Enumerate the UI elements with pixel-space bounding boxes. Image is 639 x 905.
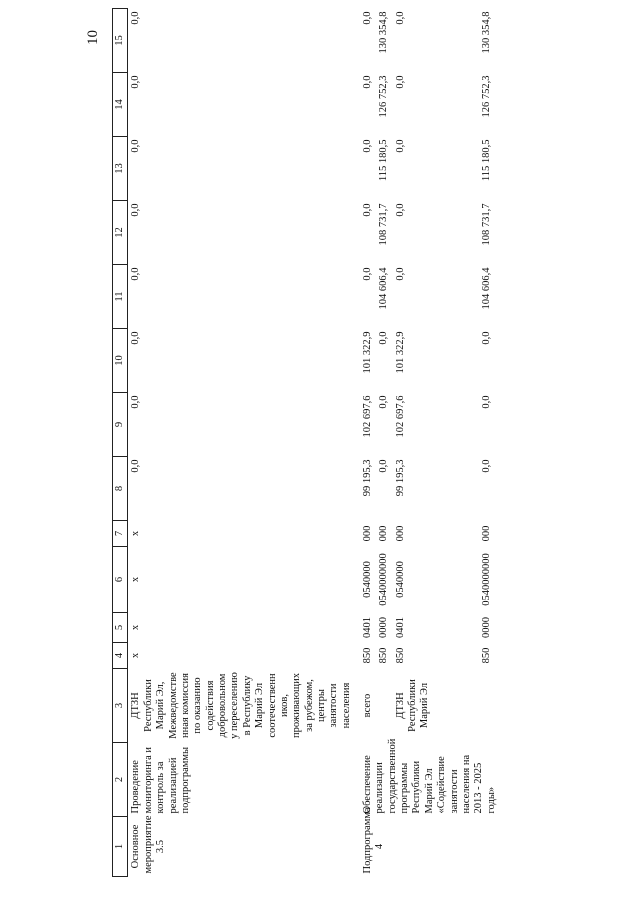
cell-value: 0,0 (130, 203, 142, 217)
col-header: 14 (113, 73, 128, 137)
cell-name: Обеспечение реализации государственной программы Республики Марий Эл «Содействие занятости населения на 2013 - 2025 годы» (361, 738, 497, 814)
budget-table (112, 8, 500, 877)
cell-grbs: 850 (394, 647, 406, 664)
cell-value: 0,0 (378, 459, 390, 473)
col-header: 3 (113, 669, 128, 743)
col-header: 12 (113, 201, 128, 265)
cell-executor: ДТЗН Республики Марий Эл (394, 679, 431, 732)
col-header: 15 (113, 9, 128, 73)
cell-value: 0,0 (378, 395, 390, 409)
cell-value: 0,0 (130, 75, 142, 89)
cell-value: 0,0 (130, 331, 142, 345)
cell-rzpr: 0401 (361, 617, 373, 638)
cell-vr: 000 (361, 525, 373, 542)
cell-value: 130 354,8 (481, 11, 493, 54)
cell-value: 0,0 (361, 203, 373, 217)
cell-rzpr: 0000 (481, 617, 493, 638)
cell-value: 0,0 (394, 267, 406, 281)
cell-value: 102 697,6 (361, 395, 373, 438)
cell-value: 0,0 (130, 459, 142, 473)
cell-value: 0,0 (361, 11, 373, 25)
cell-value: 99 195,3 (394, 459, 406, 497)
cell-value: 0,0 (361, 139, 373, 153)
col-header: 9 (113, 393, 128, 457)
table-row (128, 9, 360, 877)
cell-value: 104 606,4 (378, 267, 390, 310)
cell-value: 104 606,4 (481, 267, 493, 310)
col-header: 5 (113, 613, 128, 643)
col-header: 7 (113, 521, 128, 547)
cell-value: 0,0 (394, 203, 406, 217)
cell-vr: 000 (378, 525, 390, 542)
cell-value: 130 354,8 (378, 11, 390, 54)
cell-value: 0,0 (481, 459, 493, 473)
cell-vr: 000 (394, 525, 406, 542)
cell-value: 101 322,9 (361, 331, 373, 374)
cell-value: 115 180,5 (378, 139, 390, 182)
cell-value: 0,0 (130, 267, 142, 281)
cell-value: 0,0 (130, 395, 142, 409)
col-header: 1 (113, 817, 128, 877)
cell-value: 108 731,7 (378, 203, 390, 246)
cell-value: 126 752,3 (378, 75, 390, 118)
cell-executor: всего (361, 693, 373, 718)
col-header: 2 (113, 743, 128, 817)
cell-value: 0,0 (130, 11, 142, 25)
cell-value: 108 731,7 (481, 203, 493, 246)
cell-value: 102 697,6 (394, 395, 406, 438)
col-header: 13 (113, 137, 128, 201)
col-header: 4 (113, 643, 128, 669)
cell-grbs: 850 (378, 647, 390, 664)
col-header: 8 (113, 457, 128, 521)
cell-value: 0,0 (130, 139, 142, 153)
cell-rzpr: 0401 (394, 617, 406, 638)
cell-value: 115 180,5 (481, 139, 493, 182)
cell-vr: х (130, 530, 142, 537)
cell-executor: ДТЗН Республики Марий Эл, Межведомственная комиссия по оказанию содействия добровольному переселению в Республику Марий Эл соотечественников, проживающих за рубежом, центры занятости населения (130, 672, 352, 739)
cell-csr: 0540000 (394, 561, 406, 598)
cell-csr: 0540000000 (481, 553, 493, 606)
col-header: 6 (113, 547, 128, 613)
table-row (360, 9, 376, 877)
cell-status: Подпрограмма 4 (361, 807, 386, 874)
cell-grbs: 850 (481, 647, 493, 664)
cell-value: 0,0 (361, 75, 373, 89)
cell-value: 0,0 (481, 331, 493, 345)
page-number: 10 (85, 30, 101, 45)
cell-status: Основное мероприятие 3.5 (130, 815, 167, 874)
cell-csr: х (130, 576, 142, 583)
cell-vr: 000 (481, 525, 493, 542)
cell-value: 0,0 (481, 395, 493, 409)
cell-rzpr: х (130, 624, 142, 631)
cell-executor (376, 669, 392, 743)
cell-grbs: 850 (361, 647, 373, 664)
cell-value: 0,0 (394, 75, 406, 89)
col-header: 10 (113, 329, 128, 393)
cell-name: Проведение мониторинга и контроль за реализацией подпрограммы (130, 746, 191, 814)
cell-value: 99 195,3 (361, 459, 373, 497)
cell-value: 0,0 (394, 139, 406, 153)
cell-grbs: х (130, 652, 142, 659)
cell-value: 0,0 (394, 11, 406, 25)
cell-csr: 0540000 (361, 561, 373, 598)
header-row (113, 9, 128, 877)
cell-rzpr: 0000 (378, 617, 390, 638)
col-header: 11 (113, 265, 128, 329)
cell-csr: 0540000000 (378, 553, 390, 606)
cell-value: 0,0 (361, 267, 373, 281)
cell-value: 126 752,3 (481, 75, 493, 118)
cell-value: 0,0 (378, 331, 390, 345)
cell-value: 101 322,9 (394, 331, 406, 374)
